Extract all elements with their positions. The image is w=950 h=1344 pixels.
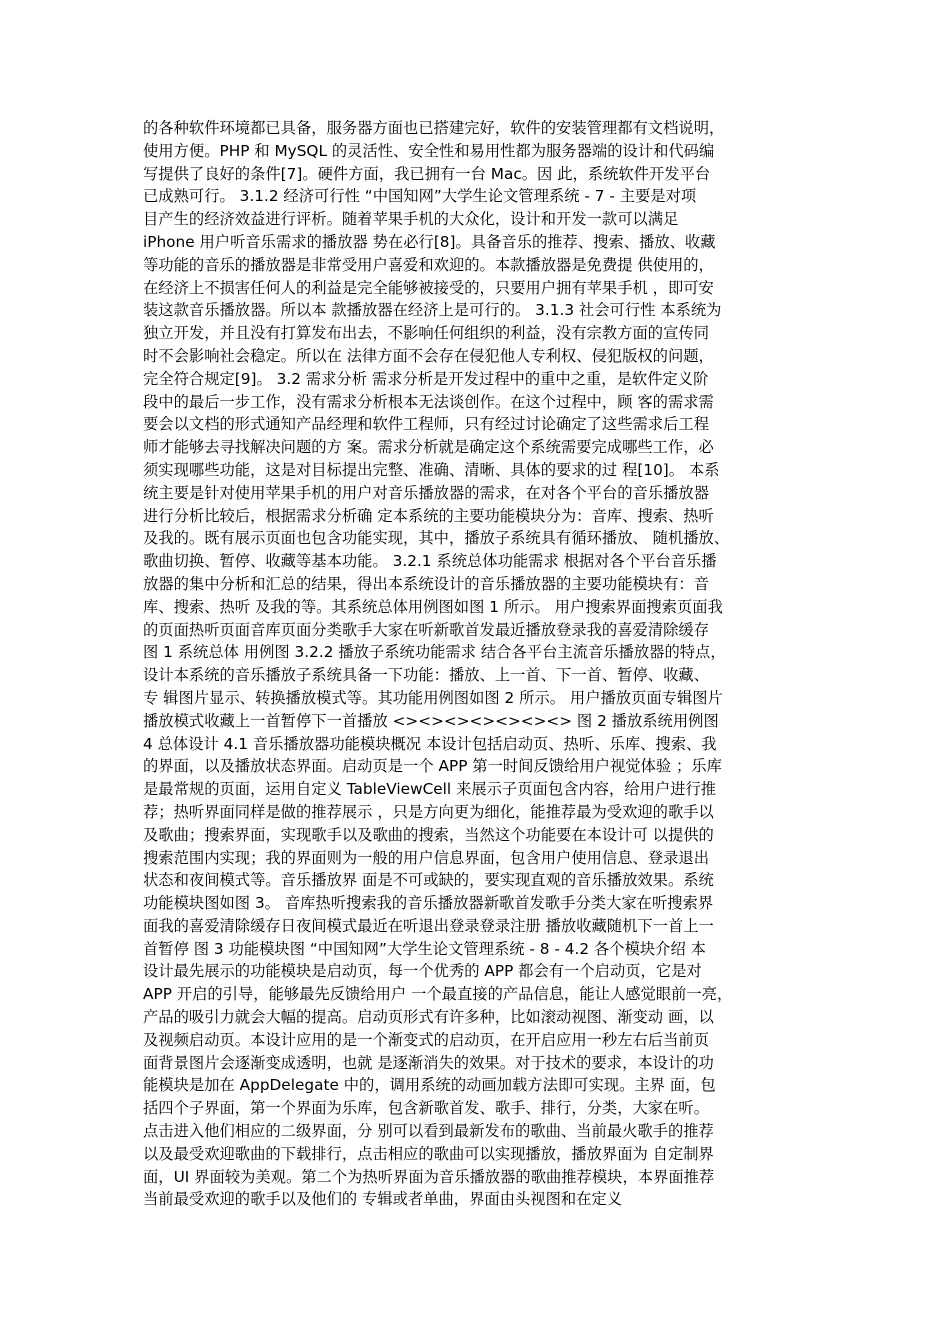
text-line: 面，UI 界面较为美观。第二个为热听界面为音乐播放器的歌曲推荐模块，本界面推荐 xyxy=(143,1167,715,1186)
text-line: 功能模块图如图 3。 音库热听搜索我的音乐播放器新歌首发歌手分类大家在听搜索界 xyxy=(143,894,714,913)
text-line: 的界面，以及播放状态界面。启动页是一个 APP 第一时间反馈给用户视觉体验 ；乐库 xyxy=(143,757,722,776)
text-line: 产品的吸引力就会大幅的提高。启动页形式有许多种，比如滚动视图、渐变动 画，以 xyxy=(143,1008,714,1027)
text-line: 设计最先展示的功能模块是启动页，每一个优秀的 APP 都会有一个启动页，它是对 xyxy=(143,962,702,981)
text-line: 要会以文档的形式通知产品经理和软件工程师，只有经过讨论确定了这些需求后工程 xyxy=(143,415,709,434)
text-line: 图 1 系统总体 用例图 3.2.2 播放子系统功能需求 结合各平台主流音乐播放器的特点， xyxy=(143,643,726,662)
text-line: 首暂停 图 3 功能模块图 “中国知网”大学生论文管理系统 - 8 - 4.2 各个模块介绍 本 xyxy=(143,939,706,958)
text-line: 播放模式收藏上一首暂停下一首播放 <><><><><><><> 图 2 播放系统用例图 xyxy=(143,711,719,730)
text-line: 完全符合规定[9]。 3.2 需求分析 需求分析是开发过程中的重中之重，是软件定义阶 xyxy=(143,369,709,388)
text-line: 设计本系统的音乐播放子系统具备一下功能：播放、上一首、下一首、暂停、收藏、 xyxy=(143,666,709,685)
text-line: 师才能够去寻找解决问题的方 案。需求分析就是确定这个系统需要完成哪些工作，必 xyxy=(143,438,714,457)
text-line: 装这款音乐播放器。所以本 款播放器在经济上是可行的。 3.1.3 社会可行性 本系统为 xyxy=(143,301,722,320)
text-line: 当前最受欢迎的歌手以及他们的 专辑或者单曲，界面由头视图和在定义 xyxy=(143,1190,623,1209)
text-line: APP 开启的引导，能够最先反馈给用户 一个最直接的产品信息，能让人感觉眼前一亮， xyxy=(143,985,733,1004)
text-line: 能模块是加在 AppDelegate 中的，调用系统的动画加载方法即可实现。主界 面，包 xyxy=(143,1076,716,1095)
text-line: 面背景图片会逐渐变成透明，也就 是逐渐消失的效果。对于技术的要求，本设计的功 xyxy=(143,1053,714,1072)
text-line: 状态和夜间模式等。音乐播放界 面是不可或缺的，要实现直观的音乐播放效果。系统 xyxy=(143,871,714,890)
text-line: 及歌曲；搜索界面，实现歌手以及歌曲的搜索，当然这个功能要在本设计可 以提供的 xyxy=(143,825,714,844)
text-line: 的页面热听页面音库页面分类歌手大家在听新歌首发最近播放登录我的喜爱清除缓存 xyxy=(143,620,709,639)
text-line: 进行分析比较后，根据需求分析确 定本系统的主要功能模块分为：音库、搜索、热听 xyxy=(143,506,714,525)
text-line: 在经济上不损害任何人的利益是完全能够被接受的，只要用户拥有苹果手机 ，即可安 xyxy=(143,278,714,297)
text-line: 段中的最后一步工作，没有需求分析根本无法谈创作。在这个过程中，顾 客的需求需 xyxy=(143,392,714,411)
text-line: 以及最受欢迎歌曲的下载排行，点击相应的歌曲可以实现播放，播放界面为 自定制界 xyxy=(143,1144,714,1163)
text-line: 时不会影响社会稳定。所以在 法律方面不会存在侵犯他人专利权、侵犯版权的问题， xyxy=(143,346,714,365)
text-line: 专 辑图片显示、转换播放模式等。其功能用例图如图 2 所示。 用户播放页面专辑图片 xyxy=(143,688,723,707)
text-line: 已成熟可行。 3.1.2 经济可行性 “中国知网”大学生论文管理系统 - 7 - 主要是对项 xyxy=(143,187,697,206)
text-line: 歌曲切换、暂停、收藏等基本功能。 3.2.1 系统总体功能需求 根据对各个平台音乐播 xyxy=(143,552,717,571)
text-line: 等功能的音乐的播放器是非常受用户喜爱和欢迎的。本款播放器是免费提 供使用的， xyxy=(143,255,714,274)
text-line: 及视频启动页。本设计应用的是一个渐变式的启动页，在开启应用一秒左右后当前页 xyxy=(143,1030,709,1049)
text-line: 使用方便。PHP 和 MySQL 的灵活性、安全性和易用性都为服务器端的设计和代码编 xyxy=(143,141,715,160)
text-line: 荐；热听界面同样是做的推荐展示 ，只是方向更为细化，能推荐最为受欢迎的歌手以 xyxy=(143,802,714,821)
text-line: 是最常规的页面，运用自定义 TableViewCell 来展示子页面包含内容，给用户进行推 xyxy=(143,780,717,799)
text-line: 目产生的经济效益进行评析。随着苹果手机的大众化，设计和开发一款可以满足 xyxy=(143,210,679,229)
text-line: 点击进入他们相应的二级界面，分 别可以看到最新发布的歌曲、当前最火歌手的推荐 xyxy=(143,1122,714,1141)
text-line: 独立开发，并且没有打算发布出去，不影响任何组织的利益，没有宗教方面的宣传同 xyxy=(143,324,709,343)
text-line: 须实现哪些功能，这是对目标提出完整、准确、清晰、具体的要求的过 程[10]。 本系 xyxy=(143,460,720,479)
text-line: 统主要是针对使用苹果手机的用户对音乐播放器的需求，在对各个平台的音乐播放器 xyxy=(143,483,709,502)
text-line: 搜索范围内实现；我的界面则为一般的用户信息界面，包含用户使用信息、登录退出 xyxy=(143,848,709,867)
text-line: 及我的。既有展示页面也包含功能实现，其中，播放子系统具有循环播放、 随机播放、 xyxy=(143,529,730,548)
text-line: 库、搜索、热听 及我的等。其系统总体用例图如图 1 所示。 用户搜索界面搜索页面我 xyxy=(143,597,723,616)
body-text xyxy=(143,117,811,1211)
text-line: 的各种软件环境都已具备，服务器方面也已搭建完好，软件的安装管理都有文档说明， xyxy=(143,119,725,137)
text-line: 括四个子界面，第一个界面为乐库，包含新歌首发、歌手、排行，分类，大家在听。 xyxy=(143,1099,709,1118)
text-line: iPhone 用户听音乐需求的播放器 势在必行[8]。具备音乐的推荐、搜索、播放、收藏 xyxy=(143,232,716,251)
text-line: 写提供了良好的条件[7]。硬件方面，我已拥有一台 Mac。因 此，系统软件开发平台 xyxy=(143,164,711,183)
text-line: 4 总体设计 4.1 音乐播放器功能模块概况 本设计包括启动页、热听、乐库、搜索、我 xyxy=(143,734,717,753)
text-line: 面我的喜爱清除缓存日夜间模式最近在听退出登录登录注册 播放收藏随机下一首上一 xyxy=(143,916,714,935)
text-line: 放器的集中分析和汇总的结果，得出本系统设计的音乐播放器的主要功能模块有：音 xyxy=(143,574,709,593)
